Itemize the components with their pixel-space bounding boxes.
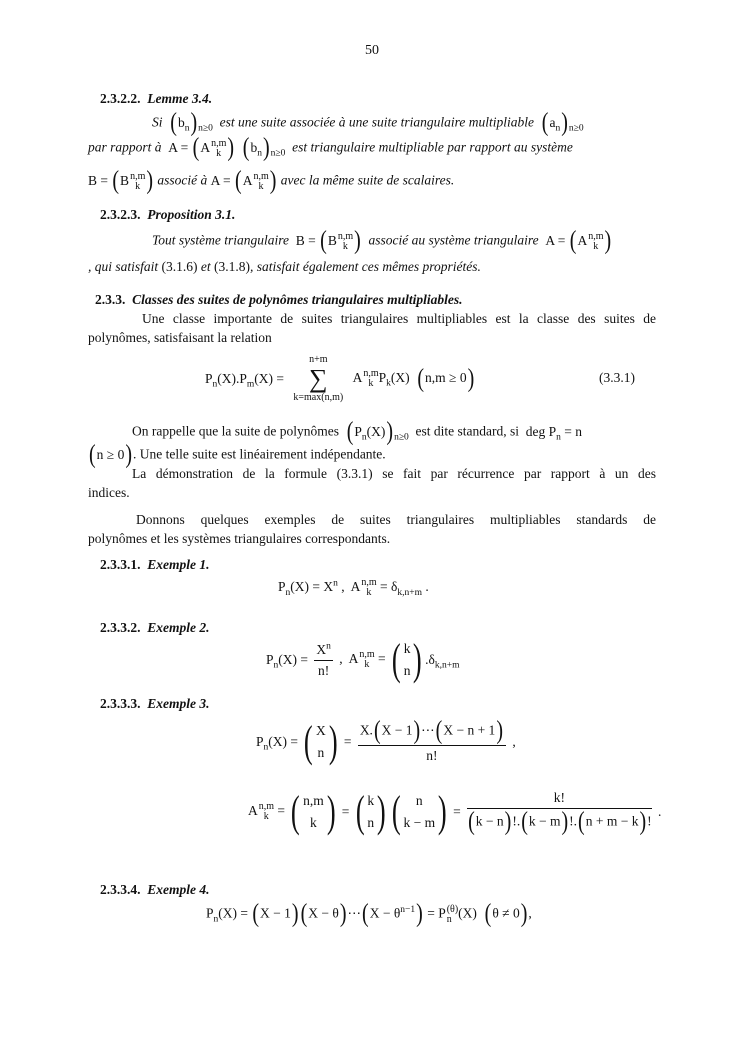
formula-B-3: B = (Bn,m k ) <box>295 226 361 256</box>
heading-example-4: 2.3.3.4. Exemple 4. <box>100 882 210 897</box>
heading-example-1: 2.3.3.1. Exemple 1. <box>100 557 210 572</box>
heading-proposition-3-1: 2.3.2.3. Proposition 3.1. <box>100 207 236 222</box>
formula-example-1: $P_n(X) = X^n$ , An,m $k = \delta_{k,n+m}$ . <box>278 577 429 598</box>
section-title: Lemme 3.4. <box>147 91 213 106</box>
formula-B: B = (Bn,m k ) <box>88 166 154 196</box>
formula-example-2: $P_n(X)$ = $\frac{X^n}{n!}$ , An,m k = ( k n) $.\delta_{k,n+m}$ <box>266 635 460 684</box>
formula-Pn-seq: $(P_n(X))_{n\ge 0}$ <box>346 417 409 447</box>
formula-example-4: $P_n(X) = (X - 1) (X$ − θ)⋯(X − $\theta^{n-1}) = P(\theta)$ n (X) (θ ≠ 0), <box>206 899 532 929</box>
equation-label: (3.3.1) <box>599 370 635 385</box>
formula-deg: deg $P_n = n$ <box>525 423 583 443</box>
page-number: 50 <box>365 43 379 58</box>
formula-A-2: A = (An,m k ) <box>210 166 277 196</box>
heading-example-2: 2.3.3.2. Exemple 2. <box>100 620 210 635</box>
lemme-line-3: B = (Bn,m k ) associé à A = (An,m k ) avec la même suite de scalaires. <box>88 166 455 196</box>
paragraph-examples-intro: Donnons quelques exemples de suites triangulaires multipliables standards de polynômes et les systèmes triangulaires correspondants. <box>88 512 656 546</box>
heading-example-3: 2.3.3.3. Exemple 3. <box>100 696 210 711</box>
formula-example-3-P: $P_n(X)$ = ( X n ) = $\frac{X.(X - 1)\cdots(X - n + 1)}{n!}$ , <box>256 716 516 766</box>
proposition-line-2: , qui satisfait (3.1.6) et (3.1.8), satisfait également ces mêmes propriétés. <box>88 259 481 274</box>
sum-operator: n+m ∑ k=max(n,m) <box>293 354 344 403</box>
formula-A: A = (An,m k ) <box>168 133 235 163</box>
lemme-line-2: par rapport à A = (An,m k ) $(b_n)_{n\ge 0}$ est triangulaire multipliable par rapport au système <box>88 133 573 163</box>
formula-example-3-A: An,m k = ( n,m k ) = ( k n) ( n k − m) = $\frac{k!}{(k - n)!.(k - m)!.(n + m - k)!}$ . <box>248 787 662 837</box>
heading-classes: 2.3.3. Classes des suites de polynômes triangulaires multipliables. <box>95 292 463 307</box>
formula-n-geq-0: (n ≥ 0) <box>89 440 133 470</box>
paragraph-standard-line-2: (n ≥ 0). Une telle suite est linéairement indépendante. <box>89 440 386 470</box>
paragraph-demonstration: La démonstration de la formule (3.3.1) se fait par récurrence par rapport à un des indices. <box>88 466 656 500</box>
equation-3-3-1: $P_n(X).P_m(X)$ = n+m ∑ k=max(n,m) An,m k $P_k(X) (n,m \ge 0)$ <box>205 354 475 403</box>
section-number: 2.3.2.2. <box>100 91 141 106</box>
formula-A-3: A = (An,m k ) <box>545 226 612 256</box>
paragraph-standard-line-1: On rappelle que la suite de polynômes $(P_n(X))_{n\ge 0}$ est dite standard, si deg $P_n = n$ <box>132 417 583 447</box>
proposition-line-1: Tout système triangulaire B = (Bn,m k ) associé au système triangulaire A = (An,m k ) <box>152 226 612 256</box>
formula-an: $(a_n)_{n\ge 0}$ <box>541 108 584 138</box>
formula-bn: $(b_n)_{n\ge 0}$ <box>170 108 213 138</box>
formula-bn-2: $(b_n)_{n\ge 0}$ <box>242 133 286 163</box>
lemme-line-1: Si $(b_n)_{n\ge 0}$ est une suite associée à une suite triangulaire multipliable $(a_n)_{n\ge 0}$ <box>152 108 584 138</box>
paragraph-intro: Une classe importante de suites triangulaires multipliables est la classe des suites de polynômes, satisfaisant la relation <box>88 311 656 345</box>
heading-lemme-3-4 <box>100 91 212 107</box>
